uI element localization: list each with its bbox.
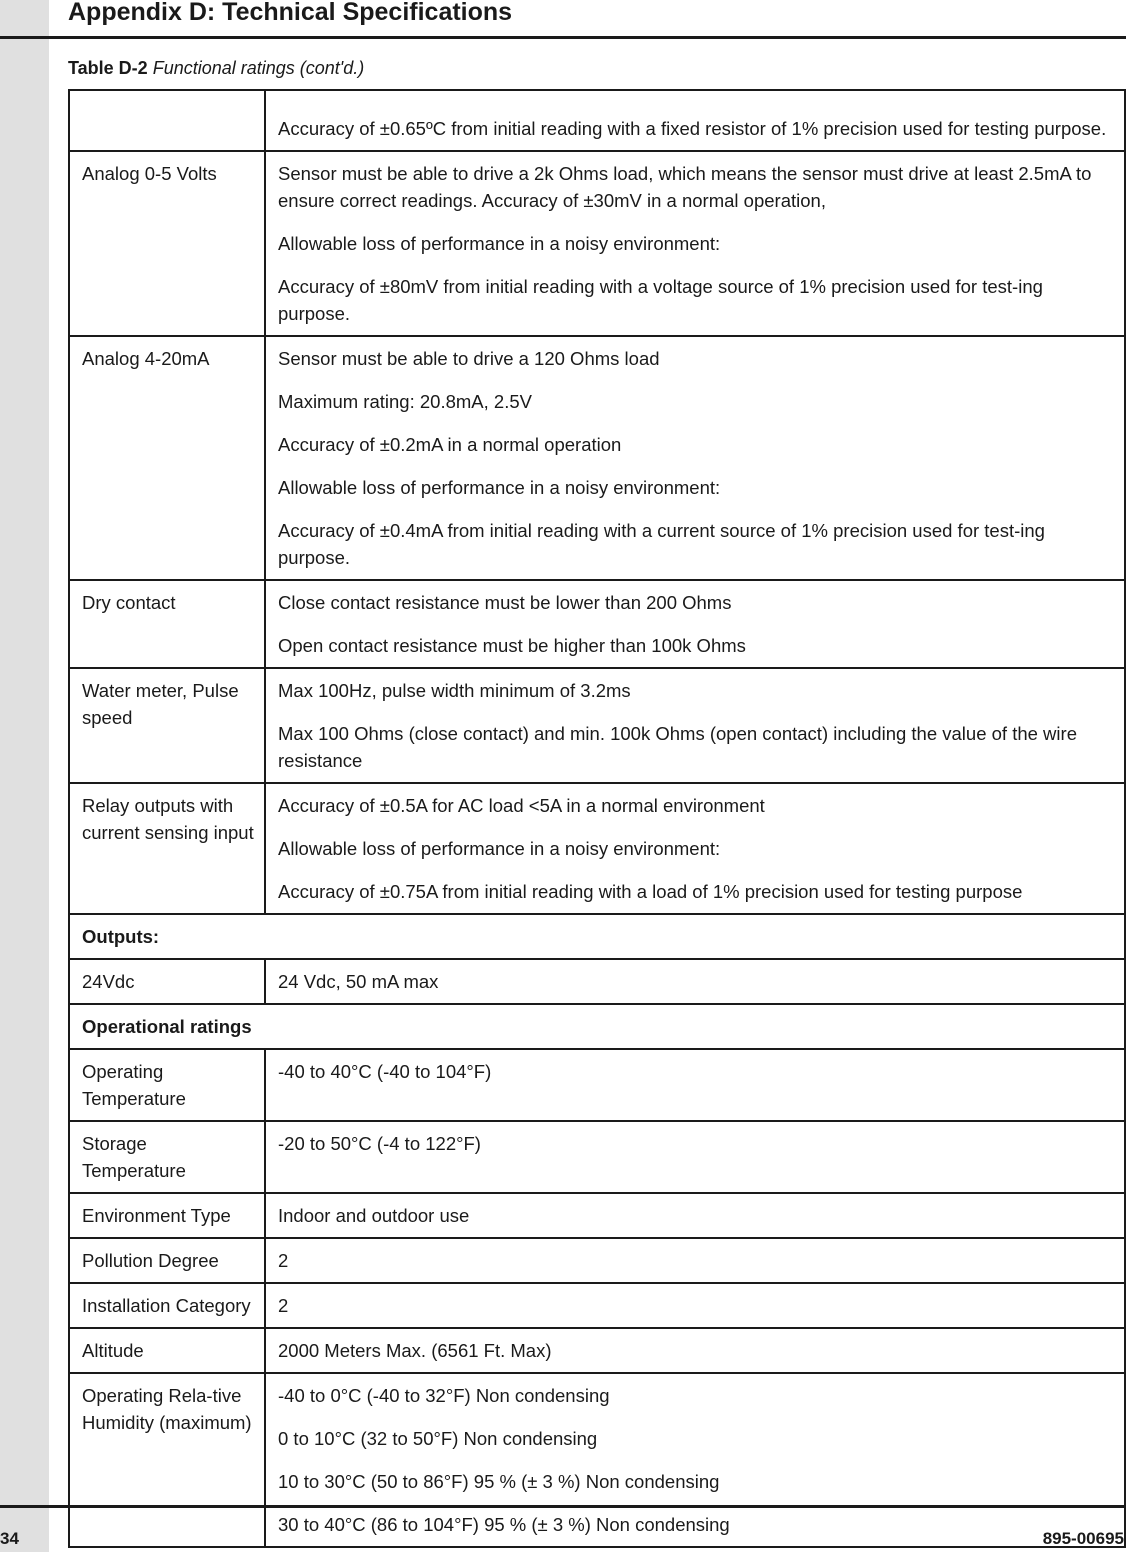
row-value-line: 30 to 40°C (86 to 104°F) 95 % (± 3 %) Non condensing (278, 1514, 730, 1535)
page-title: Appendix D: Technical Specifications (68, 0, 513, 26)
row-value-cell (265, 1238, 1125, 1283)
table-caption (68, 57, 364, 79)
table-row (69, 336, 1125, 580)
row-label: Water meter, Pulse speed (69, 668, 265, 783)
specifications-table (68, 89, 1126, 1548)
row-value-line: Accuracy of ±0.65ºC from initial reading with a fixed resistor of 1% precision used for testing purpose. (278, 118, 1107, 139)
row-label: Pollution Degree (69, 1238, 265, 1283)
table-row (69, 959, 1125, 1004)
row-value-line: Accuracy of ±0.75A from initial reading with a load of 1% precision used for testing purpose (278, 881, 1023, 902)
row-value-line: Maximum rating: 20.8mA, 2.5V (278, 391, 532, 412)
row-value-line: 24 Vdc, 50 mA max (278, 971, 439, 992)
row-value-line: 0 to 10°C (32 to 50°F) Non condensing (278, 1428, 598, 1449)
row-label: Operating Temperature (69, 1049, 265, 1121)
table-row (69, 1193, 1125, 1238)
row-value-line: Accuracy of ±0.2mA in a normal operation (278, 434, 622, 455)
table-section-row (69, 914, 1125, 959)
row-label: Installation Category (69, 1283, 265, 1328)
row-value-cell (265, 1049, 1125, 1121)
row-value-cell (265, 1328, 1125, 1373)
table-row (69, 151, 1125, 336)
row-value-cell (265, 1373, 1125, 1547)
row-value-line: Accuracy of ±0.4mA from initial reading with a current source of 1% precision used for test-ing purpose. (278, 520, 1045, 568)
row-value-cell (265, 1121, 1125, 1193)
specifications-table-body (69, 90, 1125, 1547)
row-label: Dry contact (69, 580, 265, 668)
row-label: Analog 0-5 Volts (69, 151, 265, 336)
row-value-cell (265, 336, 1125, 580)
table-row (69, 783, 1125, 914)
section-heading: Outputs: (69, 914, 1125, 959)
row-value-line: Allowable loss of performance in a noisy environment: (278, 233, 721, 254)
row-label: Operating Rela-tive Humidity (maximum) (69, 1373, 265, 1547)
row-value-line: Open contact resistance must be higher than 100k Ohms (278, 635, 746, 656)
table-row (69, 1121, 1125, 1193)
row-value-cell (265, 668, 1125, 783)
row-label: Environment Type (69, 1193, 265, 1238)
row-value-cell (265, 1283, 1125, 1328)
row-value-line: -40 to 40°C (-40 to 104°F) (278, 1061, 492, 1082)
row-value-line: Max 100 Ohms (close contact) and min. 100k Ohms (open contact) including the value of the wire resistance (278, 723, 1077, 771)
row-value-cell (265, 580, 1125, 668)
row-label: Altitude (69, 1328, 265, 1373)
row-value-cell (265, 1193, 1125, 1238)
table-caption-text: Functional ratings (cont'd.) (152, 58, 365, 78)
row-label (69, 90, 265, 151)
footer-divider (0, 1505, 1126, 1508)
table-row (69, 1373, 1125, 1547)
row-value-cell (265, 90, 1125, 151)
row-value-line: 2 (278, 1250, 289, 1271)
row-value-line: Accuracy of ±0.5A for AC load <5A in a normal environment (278, 795, 765, 816)
section-heading: Operational ratings (69, 1004, 1125, 1049)
table-row (69, 1283, 1125, 1328)
table-row (69, 1328, 1125, 1373)
row-value-cell (265, 151, 1125, 336)
row-label: Analog 4-20mA (69, 336, 265, 580)
row-value-line: -20 to 50°C (-4 to 122°F) (278, 1133, 481, 1154)
table-row (69, 1238, 1125, 1283)
row-label: Storage Temperature (69, 1121, 265, 1193)
row-value-line: -40 to 0°C (-40 to 32°F) Non condensing (278, 1385, 610, 1406)
row-value-line: Allowable loss of performance in a noisy environment: (278, 477, 721, 498)
table-section-row (69, 1004, 1125, 1049)
row-value-line: Indoor and outdoor use (278, 1205, 470, 1226)
row-value-line: 2000 Meters Max. (6561 Ft. Max) (278, 1340, 552, 1361)
row-value-line: Max 100Hz, pulse width minimum of 3.2ms (278, 680, 631, 701)
row-value-line: Close contact resistance must be lower than 200 Ohms (278, 592, 732, 613)
row-value-line: Allowable loss of performance in a noisy environment: (278, 838, 721, 859)
row-value-cell (265, 783, 1125, 914)
table-row (69, 90, 1125, 151)
row-value-line: Sensor must be able to drive a 120 Ohms load (278, 348, 660, 369)
page-sidebar (0, 0, 49, 1552)
row-label: Relay outputs with current sensing input (69, 783, 265, 914)
row-label: 24Vdc (69, 959, 265, 1004)
row-value-line: 10 to 30°C (50 to 86°F) 95 % (± 3 %) Non condensing (278, 1471, 720, 1492)
row-value-line: Accuracy of ±80mV from initial reading with a voltage source of 1% precision used for test-ing purpose. (278, 276, 1043, 324)
table-caption-id: Table D-2 (68, 58, 148, 78)
document-number: 895-00695 (1042, 1529, 1124, 1548)
table-row (69, 668, 1125, 783)
row-value-line: 2 (278, 1295, 289, 1316)
table-row (69, 1049, 1125, 1121)
page-number: 34 (0, 1529, 19, 1548)
title-divider (0, 36, 1126, 39)
row-value-line: Sensor must be able to drive a 2k Ohms load, which means the sensor must drive at least 2.5mA to ensure correct readings. Accuracy of ±30mV in a normal operation, (278, 163, 1092, 211)
table-row (69, 580, 1125, 668)
row-value-cell (265, 959, 1125, 1004)
